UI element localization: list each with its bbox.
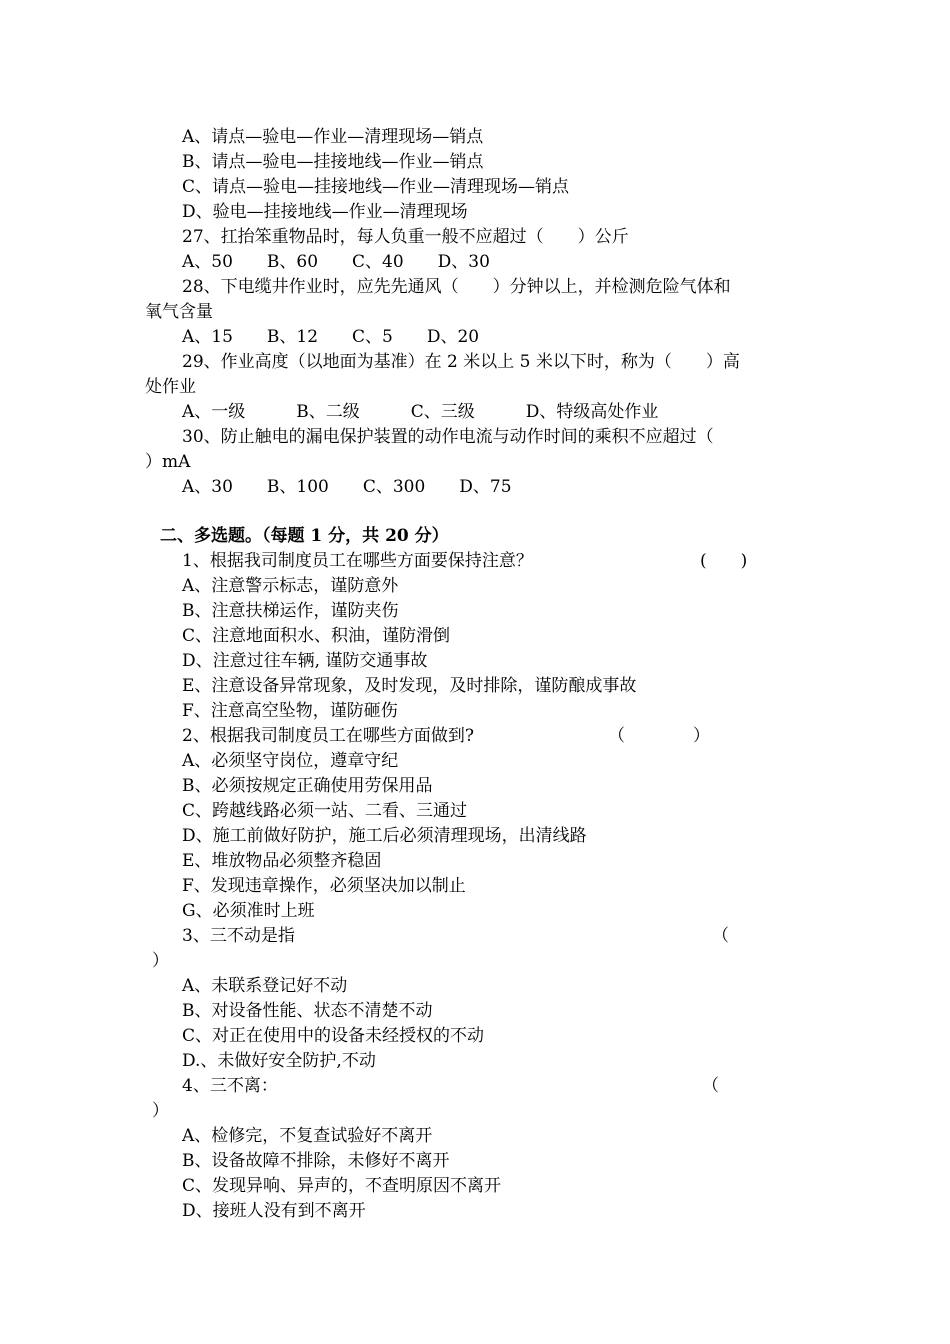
mc-q3-option-b: B、对设备性能、状态不清楚不动 — [182, 1001, 433, 1021]
mc-q1-option-d: D、注意过往车辆, 谨防交通事故 — [182, 651, 428, 671]
q30-question-line1: 30、防止触电的漏电保护装置的动作电流与动作时间的乘积不应超过（ — [182, 427, 714, 447]
mc-q2-question: 2、根据我司制度员工在哪些方面做到? — [182, 726, 474, 746]
mc-q4-paren-close: ） — [152, 1101, 169, 1121]
mc-q2-option-a: A、必须坚守岗位，遵章守纪 — [182, 751, 399, 771]
mc-q1-option-b: B、注意扶梯运作，谨防夹伤 — [182, 601, 399, 621]
mc-q1-option-c: C、注意地面积水、积油，谨防滑倒 — [182, 626, 451, 646]
mc-q1-answer-paren: ( ) — [700, 551, 748, 571]
q29-options: A、一级 B、二级 C、三级 D、特级高处作业 — [182, 402, 659, 422]
q26-option-a: A、请点—验电—作业—清理现场—销点 — [182, 127, 484, 147]
q26-option-c: C、请点—验电—挂接地线—作业—清理现场—销点 — [182, 177, 570, 197]
mc-q3-paren-open: （ — [712, 926, 729, 946]
q30-question-line2: ）mA — [145, 452, 191, 472]
mc-q3-paren-close: ） — [152, 951, 169, 971]
mc-q1-option-a: A、注意警示标志，谨防意外 — [182, 576, 399, 596]
mc-q2-answer-paren: （ ） — [608, 726, 710, 746]
mc-q4-option-d: D、接班人没有到不离开 — [182, 1201, 366, 1221]
mc-q3-option-c: C、对正在使用中的设备未经授权的不动 — [182, 1026, 485, 1046]
q27-options: A、50 B、60 C、40 D、30 — [182, 252, 490, 272]
q30-options: A、30 B、100 C、300 D、75 — [182, 477, 512, 497]
q28-question-line1: 28、下电缆井作业时，应先先通风（ ）分钟以上，并检测危险气体和 — [182, 277, 731, 297]
q27-question: 27、扛抬笨重物品时，每人负重一般不应超过（ ）公斤 — [182, 227, 629, 247]
mc-q3-option-d: D.、未做好安全防护,不动 — [182, 1051, 376, 1071]
mc-q2-option-g: G、必须准时上班 — [182, 901, 315, 921]
mc-q3-question: 3、三不动是指 — [182, 926, 295, 946]
q29-question-line2: 处作业 — [145, 377, 196, 397]
mc-q1-option-e: E、注意设备异常现象，及时发现，及时排除，谨防酿成事故 — [182, 676, 637, 696]
q28-question-line2: 氧气含量 — [145, 302, 213, 322]
mc-q4-paren-open: （ — [702, 1076, 719, 1096]
mc-q2-option-e: E、堆放物品必须整齐稳固 — [182, 851, 382, 871]
mc-q1-option-f: F、注意高空坠物，谨防砸伤 — [182, 701, 398, 721]
q29-question-line1: 29、作业高度（以地面为基准）在 2 米以上 5 米以下时，称为（ ）高 — [182, 352, 740, 372]
multi-choice-heading: 二、多选题。（每题 1 分，共 20 分） — [160, 526, 449, 546]
mc-q4-option-b: B、设备故障不排除，未修好不离开 — [182, 1151, 450, 1171]
mc-q1-question: 1、根据我司制度员工在哪些方面要保持注意？ — [182, 551, 533, 571]
q28-options: A、15 B、12 C、5 D、20 — [182, 327, 480, 347]
mc-q3-option-a: A、未联系登记好不动 — [182, 976, 348, 996]
mc-q4-question: 4、三不离： — [182, 1076, 278, 1096]
mc-q2-option-f: F、发现违章操作，必须坚决加以制止 — [182, 876, 466, 896]
mc-q4-option-a: A、检修完，不复查试验好不离开 — [182, 1126, 433, 1146]
q26-option-d: D、验电—挂接地线—作业—清理现场 — [182, 202, 468, 222]
mc-q4-option-c: C、发现异响、异声的，不查明原因不离开 — [182, 1176, 502, 1196]
mc-q2-option-d: D、施工前做好防护，施工后必须清理现场，出清线路 — [182, 826, 587, 846]
q26-option-b: B、请点—验电—挂接地线—作业—销点 — [182, 152, 484, 172]
mc-q2-option-b: B、必须按规定正确使用劳保用品 — [182, 776, 433, 796]
mc-q2-option-c: C、跨越线路必须一站、二看、三通过 — [182, 801, 468, 821]
